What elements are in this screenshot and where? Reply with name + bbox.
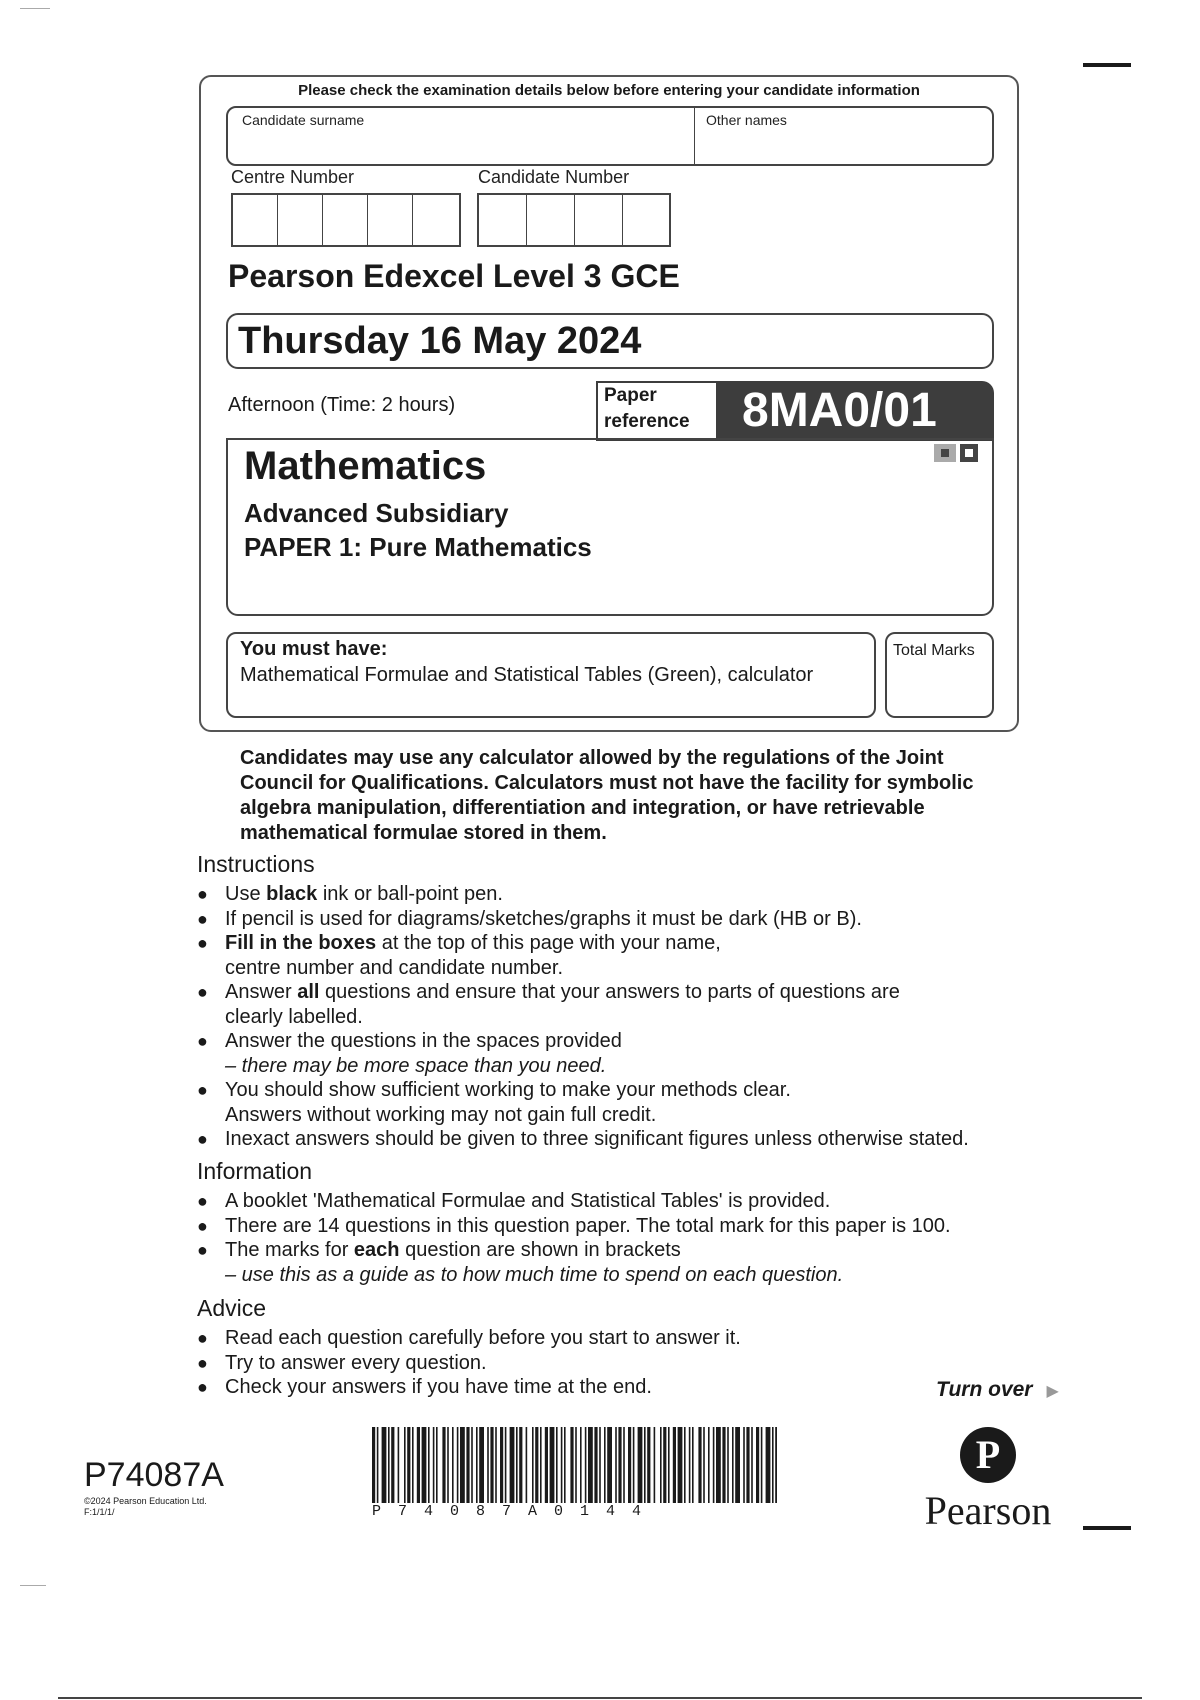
list-item: ● The marks for each question are shown in brackets – use this as a guide as to how much time to spend on each question.: [197, 1238, 1017, 1287]
list-item: ● Check your answers if you have time at the end.: [197, 1375, 877, 1400]
list-item: ● A booklet 'Mathematical Formulae and Statistical Tables' is provided.: [197, 1189, 1017, 1214]
barcode-text: P74087A0144: [372, 1503, 659, 1520]
list-item: ● Answer the questions in the spaces provided – there may be more space than you need.: [197, 1029, 1017, 1078]
paper-code: P74087A: [84, 1456, 224, 1494]
play-arrow-icon: ▶: [1046, 1383, 1059, 1400]
subject-title: Mathematics: [244, 444, 487, 488]
total-marks-box[interactable]: [885, 632, 994, 718]
list-item: ● You should show sufficient working to make your methods clear. Answers without working may not gain full credit.: [197, 1078, 1017, 1127]
crop-mark-top-right: [1083, 63, 1131, 67]
calculator-notice: Candidates may use any calculator allowed by the regulations of the Joint Council for Qualifications. Calculators must not have the facility for symbolic algebra manipulation, differentiation and integration, or have retrievable mathematical formulae stored in them.: [240, 747, 974, 844]
paper-reference-box: [596, 381, 994, 441]
centre-number-label: Centre Number: [231, 167, 355, 187]
candidate-digit-box[interactable]: [479, 195, 527, 245]
list-item: ● Inexact answers should be given to three significant figures unless otherwise stated.: [197, 1127, 1017, 1152]
centre-digit-box[interactable]: [368, 195, 413, 245]
other-names-field[interactable]: [700, 134, 988, 162]
candidate-digit-box[interactable]: [623, 195, 669, 245]
print-code: F:1/1/1/: [84, 1507, 115, 1517]
list-item: ● Use black ink or ball-point pen.: [197, 882, 1017, 907]
barcode: [372, 1427, 777, 1503]
list-item: ● Try to answer every question.: [197, 1351, 877, 1376]
candidate-digit-box[interactable]: [575, 195, 623, 245]
surname-field[interactable]: [234, 134, 686, 162]
information-list: [197, 1189, 1017, 1287]
list-item: ● Read each question carefully before you start to answer it.: [197, 1326, 877, 1351]
crop-mark-bottom-right: [1083, 1526, 1131, 1530]
must-have-items: Mathematical Formulae and Statistical Tables (Green), calculator: [240, 664, 814, 686]
must-have-box: [226, 632, 876, 718]
copyright: [84, 1496, 207, 1518]
pearson-wordmark: Pearson: [924, 1488, 1052, 1533]
check-notice: Please check the examination details below before entering your candidate information: [298, 82, 920, 99]
list-item: ● Fill in the boxes at the top of this page with your name, centre number and candidate number.: [197, 931, 1017, 980]
date-box: [226, 313, 994, 369]
copyright-line: ©2024 Pearson Education Ltd.: [84, 1496, 207, 1506]
exam-board: Pearson Edexcel Level 3 GCE: [228, 258, 680, 294]
list-item: ● If pencil is used for diagrams/sketches/graphs it must be dark (HB or B).: [197, 907, 1017, 932]
turn-over-text: Turn over: [936, 1378, 1033, 1401]
advice-heading: Advice: [197, 1295, 267, 1321]
centre-digit-box[interactable]: [323, 195, 368, 245]
other-names-label: Other names: [706, 112, 787, 128]
pearson-logo-icon: P: [960, 1427, 1016, 1483]
paper-reference-label: [598, 383, 716, 439]
paper-prefix: PAPER 1:: [244, 532, 362, 562]
centre-digit-box[interactable]: [278, 195, 323, 245]
surname-label: Candidate surname: [242, 112, 365, 128]
name-box-divider: [694, 108, 695, 164]
candidate-number-label: Candidate Number: [478, 167, 630, 187]
turn-over-label: [936, 1378, 1059, 1402]
crop-mark-bottom-left: [20, 1585, 46, 1586]
advice-list: [197, 1326, 877, 1400]
instructions-list: [197, 882, 1017, 1152]
square-marker-icon: [934, 444, 956, 462]
list-item: ● There are 14 questions in this question paper. The total mark for this paper is 100.: [197, 1214, 1017, 1239]
square-marker-icon: [960, 444, 978, 462]
pearson-logo: [922, 1427, 1054, 1534]
paper-title: [244, 532, 592, 563]
paper-reference-label-line2: reference: [604, 411, 690, 432]
instructions-heading: Instructions: [197, 851, 315, 877]
candidate-number-boxes[interactable]: [477, 193, 671, 247]
bottom-rule: [58, 1697, 1142, 1699]
subject-box: [226, 438, 994, 616]
centre-digit-box[interactable]: [413, 195, 459, 245]
must-have-heading: You must have:: [240, 638, 388, 660]
centre-number-boxes[interactable]: [231, 193, 461, 247]
candidate-digit-box[interactable]: [527, 195, 575, 245]
qualification-level: Advanced Subsidiary: [244, 498, 509, 528]
exam-date: Thursday 16 May 2024: [238, 320, 642, 362]
paper-reference-label-line1: Paper: [604, 385, 657, 406]
paper-name: Pure Mathematics: [369, 532, 592, 562]
exam-session: Afternoon (Time: 2 hours): [228, 394, 456, 416]
total-marks-label: Total Marks: [893, 642, 975, 659]
crop-mark-top-left: [20, 8, 50, 9]
paper-reference-code: 8MA0/01: [742, 384, 937, 437]
list-item: ● Answer all questions and ensure that your answers to parts of questions are clearly labelled.: [197, 980, 1017, 1029]
centre-digit-box[interactable]: [233, 195, 278, 245]
information-heading: Information: [197, 1158, 313, 1184]
name-box: [226, 106, 994, 166]
